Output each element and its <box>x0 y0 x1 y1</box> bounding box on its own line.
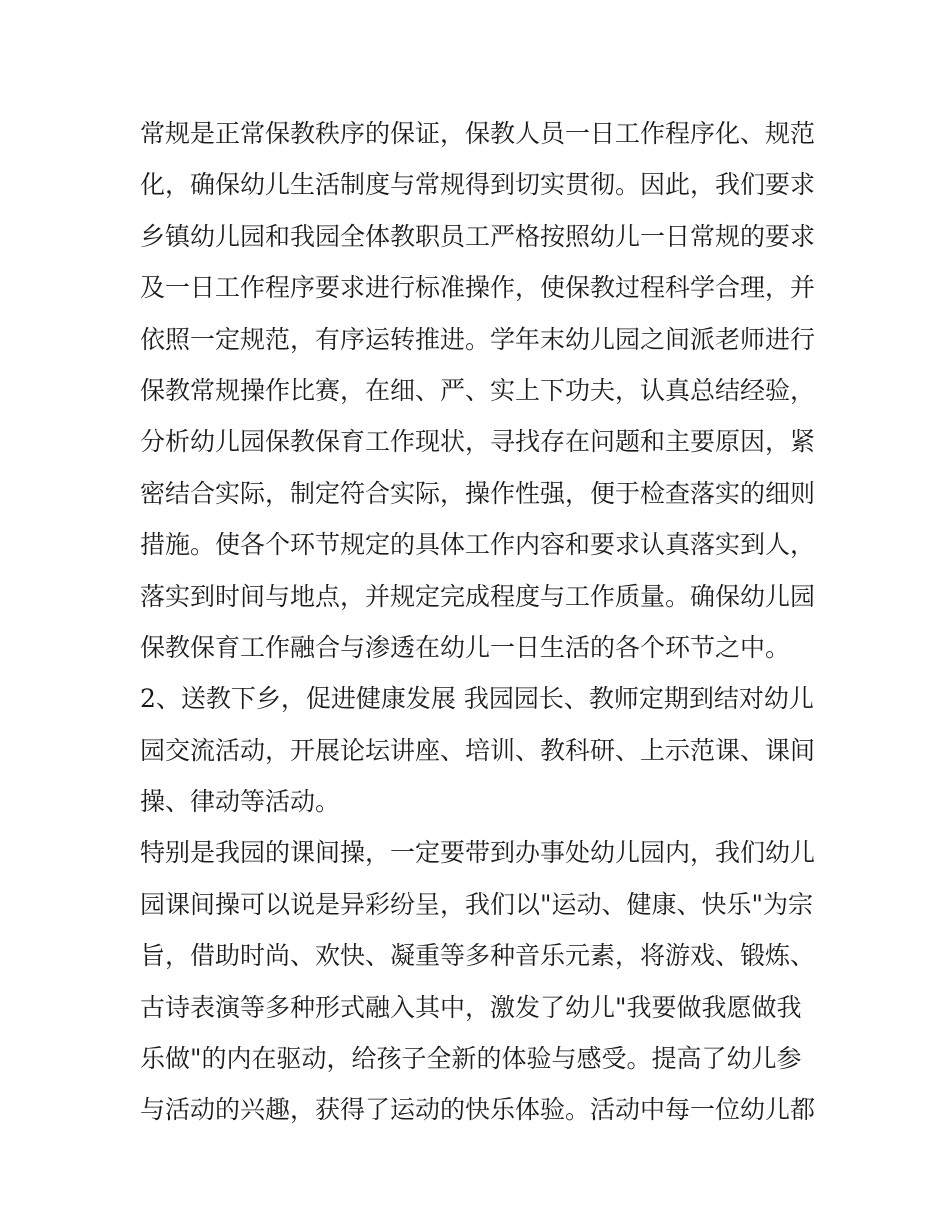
text-line: 常规是正常保教秩序的保证，保教人员一日工作程序化、规范 <box>140 119 816 148</box>
text-line: 化，确保幼儿生活制度与常规得到切实贯彻。因此，我们要求 <box>140 170 816 200</box>
text-line: 乐做"的内在驱动，给孩子全新的体验与感受。提高了幼儿参 <box>140 1044 802 1074</box>
body-text <box>140 108 820 1136</box>
text-line: 保教常规操作比赛，在细、严、实上下功夫，认真总结经验， <box>140 375 816 405</box>
text-line: 园课间操可以说是异彩纷呈，我们以"运动、健康、快乐"为宗 <box>140 889 814 919</box>
text-line: 乡镇幼儿园和我园全体教职员工严格按照幼儿一日常规的要求 <box>140 221 816 251</box>
text-line: 操、律动等活动。 <box>140 787 341 817</box>
text-line: 旨，借助时尚、欢快、凝重等多种音乐元素，将游戏、锻炼、 <box>140 941 816 971</box>
text-line: 与活动的兴趣，获得了运动的快乐体验。活动中每一位幼儿都 <box>140 1095 816 1125</box>
text-line: 2、送教下乡，促进健康发展 我园园长、教师定期到结对幼儿 <box>140 684 814 714</box>
text-line: 园交流活动，开展论坛讲座、培训、教科研、上示范课、课间 <box>140 735 816 765</box>
text-line: 保教保育工作融合与渗透在幼儿一日生活的各个环节之中。 <box>140 632 791 662</box>
text-line: 落实到时间与地点，并规定完成程度与工作质量。确保幼儿园 <box>140 581 816 611</box>
text-line: 分析幼儿园保教保育工作现状，寻找存在问题和主要原因，紧 <box>140 427 816 457</box>
text-line: 依照一定规范，有序运转推进。学年末幼儿园之间派老师进行 <box>140 324 816 354</box>
text-line: 特别是我园的课间操，一定要带到办事处幼儿园内，我们幼儿 <box>140 838 816 868</box>
text-line: 古诗表演等多种形式融入其中，激发了幼儿"我要做我愿做我 <box>140 992 802 1022</box>
text-line: 及一日工作程序要求进行标准操作，使保教过程科学合理，并 <box>140 273 816 303</box>
text-line: 措施。使各个环节规定的具体工作内容和要求认真落实到人， <box>140 530 816 560</box>
text-line: 密结合实际，制定符合实际，操作性强，便于检查落实的细则 <box>140 478 816 508</box>
